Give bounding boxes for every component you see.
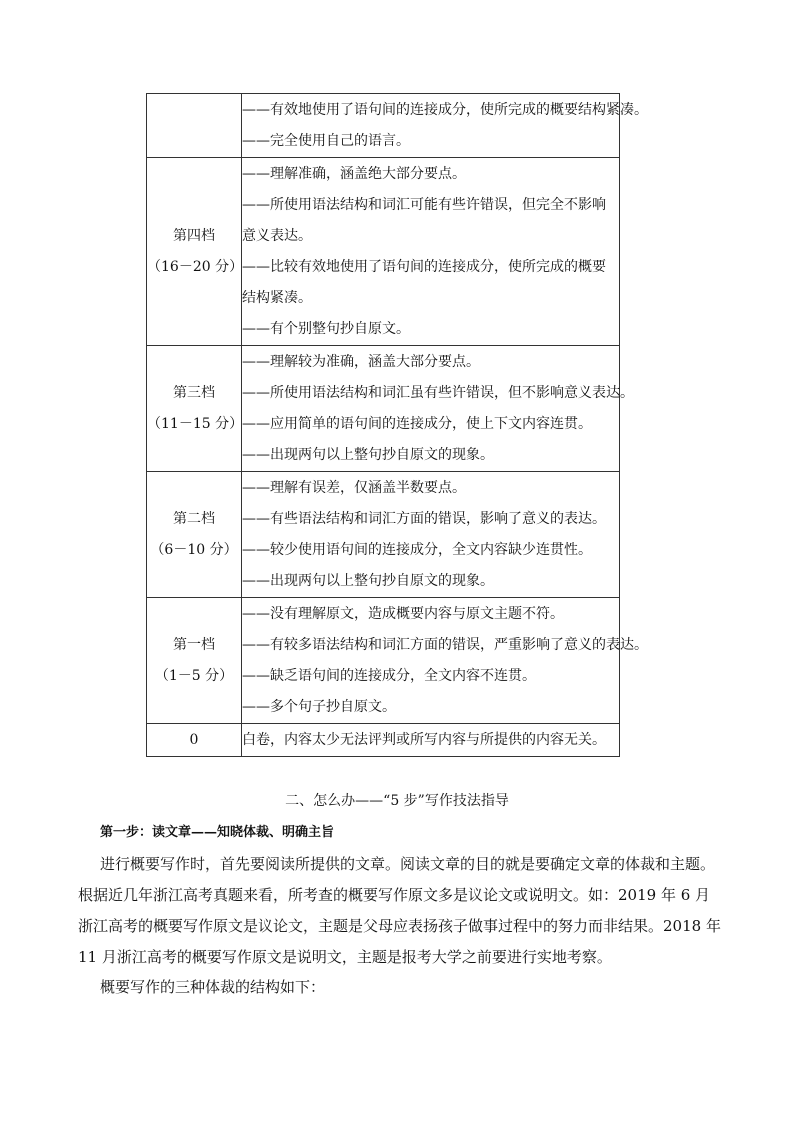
criterion-line: ——较少使用语句间的连接成分，全文内容缺少连贯性。 xyxy=(242,541,592,558)
rubric-row xyxy=(147,598,620,724)
criterion-line: ——缺乏语句间的连接成分，全文内容不连贯。 xyxy=(242,667,536,684)
rubric-criteria-cell xyxy=(242,724,620,757)
level-name: 第一档 xyxy=(173,636,215,653)
level-name: 第二档 xyxy=(173,510,215,527)
rubric-level-cell xyxy=(147,724,242,757)
scoring-rubric-table xyxy=(146,93,648,757)
level-score-range: （16－20 分） xyxy=(147,258,244,275)
body-paragraph: 概要写作的三种体裁的结构如下： xyxy=(100,978,326,996)
section-title: 二、怎么办——“5 步”写作技法指导 xyxy=(285,793,509,809)
criterion-line: ——完全使用自己的语言。 xyxy=(242,132,410,149)
criterion-line: 白卷，内容太少无法评判或所写内容与所提供的内容无关。 xyxy=(242,731,606,748)
rubric-level-cell xyxy=(147,158,242,346)
rubric-level-cell xyxy=(147,472,242,598)
rubric-level-cell xyxy=(147,598,242,724)
rubric-level-cell xyxy=(147,346,242,472)
criterion-line: ——理解准确，涵盖绝大部分要点。 xyxy=(242,165,466,182)
criterion-line: ——没有理解原文，造成概要内容与原文主题不符。 xyxy=(242,605,564,622)
criterion-line: ——理解有误差，仅涵盖半数要点。 xyxy=(242,479,466,496)
criterion-line: ——出现两句以上整句抄自原文的现象。 xyxy=(242,446,494,463)
rubric-criteria-cell xyxy=(242,94,648,158)
criterion-line: ——有较多语法结构和词汇方面的错误，严重影响了意义的表达。 xyxy=(242,636,648,653)
body-paragraph: 进行概要写作时，首先要阅读所提供的文章。阅读文章的目的就是要确定文章的体裁和主题。根据近几年浙江高考真题来看，所考查的概要写作原文多是议论文或说明文。如：2019 年 6 月浙江高考的概要写作原文是议论文，主题是父母应表扬孩子做事过程中的努力而非结果。2018 年 11 月浙江高考的概要写作原文是说明文，主题是报考大学之前要进行实地考察。 xyxy=(78,855,721,966)
criterion-line: ——有效地使用了语句间的连接成分，使所完成的概要结构紧凑。 xyxy=(242,101,648,118)
level-name: 第四档 xyxy=(173,227,215,244)
rubric-criteria-cell xyxy=(242,598,648,724)
level-name: 第三档 xyxy=(173,384,215,401)
criterion-line: ——所使用语法结构和词汇虽有些许错误，但不影响意义表达。 xyxy=(242,384,634,401)
rubric-criteria-cell xyxy=(242,346,634,472)
criterion-line: ——多个句子抄自原文。 xyxy=(242,698,396,715)
criterion-line: ——理解较为准确，涵盖大部分要点。 xyxy=(242,353,480,370)
criterion-line: ——比较有效地使用了语句间的连接成分，使所完成的概要结构紧凑。 xyxy=(242,258,606,306)
criterion-line: ——出现两句以上整句抄自原文的现象。 xyxy=(242,572,494,589)
criterion-line: ——有个别整句抄自原文。 xyxy=(242,320,410,337)
level-score-range: （1－5 分） xyxy=(154,667,234,684)
rubric-criteria-cell xyxy=(242,472,620,598)
level-name: 0 xyxy=(189,731,199,748)
rubric-row xyxy=(147,346,620,472)
level-score-range: （6－10 分） xyxy=(150,541,238,558)
rubric-row xyxy=(147,94,620,158)
step-heading: 第一步：读文章——知晓体裁、明确主旨 xyxy=(100,825,335,840)
level-score-range: （11－15 分） xyxy=(147,415,244,432)
rubric-row xyxy=(147,724,620,757)
rubric-row xyxy=(147,158,620,346)
rubric-level-cell xyxy=(147,94,242,158)
rubric-criteria-cell xyxy=(242,158,620,346)
rubric-row xyxy=(147,472,620,598)
criterion-line: ——有些语法结构和词汇方面的错误，影响了意义的表达。 xyxy=(242,510,606,527)
criterion-line: ——所使用语法结构和词汇可能有些许错误，但完全不影响意义表达。 xyxy=(242,196,606,244)
criterion-line: ——应用简单的语句间的连接成分，使上下文内容连贯。 xyxy=(242,415,592,432)
